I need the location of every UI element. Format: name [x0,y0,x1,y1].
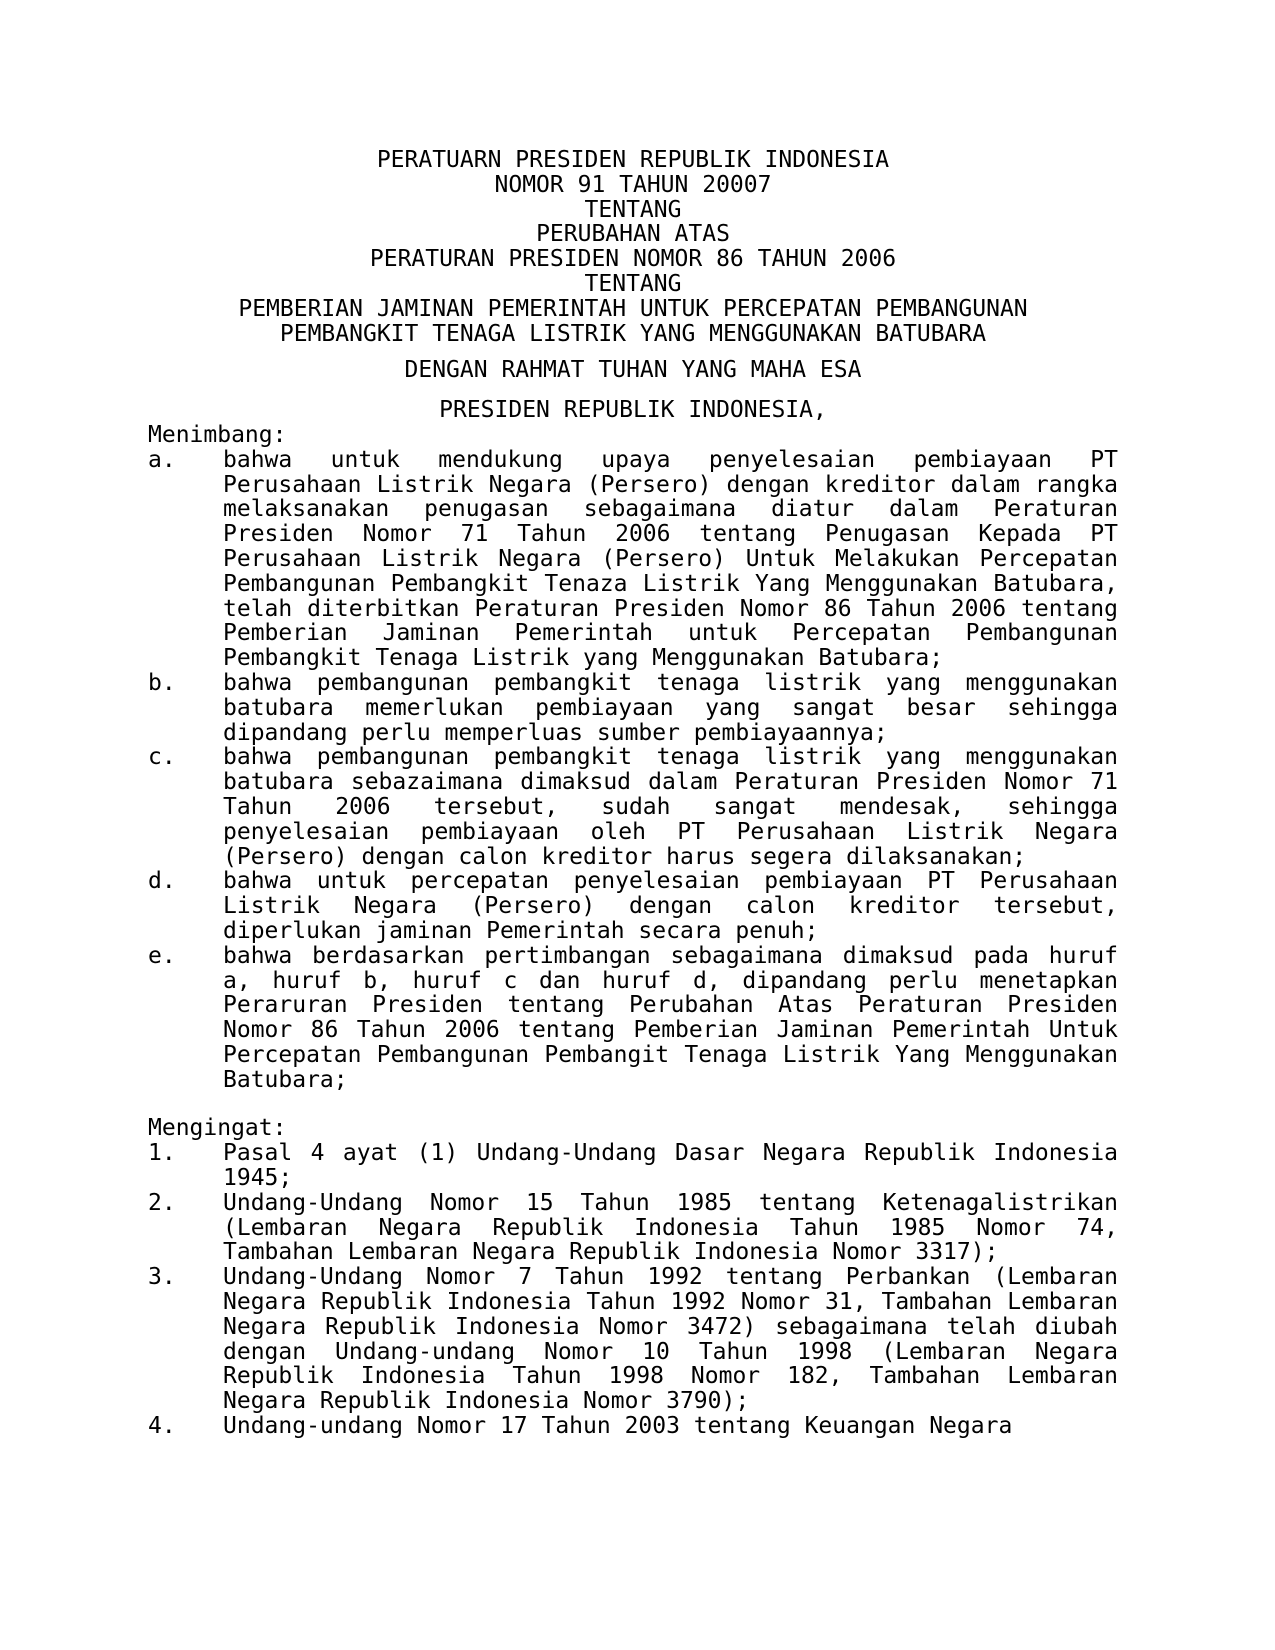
menimbang-label: Menimbang: [148,421,287,448]
list-item [148,944,1118,1093]
item-marker: b. [148,669,176,696]
list-item [148,671,1118,745]
list-item [148,448,1118,671]
list-item [148,1191,1118,1265]
item-text: bahwa untuk percepatan penyelesaian pembiayaan PT Perusahaan Listrik Negara (Persero) dengan calon kreditor tersebut, diperlukan jaminan Pemerintah secara penuh; [223,868,1118,944]
item-marker: c. [148,744,176,771]
title-line-8: PEMBANGKIT TENAGA LISTRIK YANG MENGGUNAKAN BATUBARA [279,320,987,347]
item-marker: d. [148,868,176,895]
section-spacer [148,1092,1118,1116]
menimbang-section [148,423,1118,1093]
item-marker: 3. [148,1264,176,1291]
item-marker: e. [148,942,176,969]
list-item [148,869,1118,943]
item-text: bahwa berdasarkan pertimbangan sebagaimana dimaksud pada huruf a, huruf b, huruf c dan huruf d, dipandang perlu menetapkan Peraruran Presiden tentang Perubahan Atas Peraturan Presiden Nomor 86 Tahun 2006 tentang Pemberian Jaminan Pemerintah Untuk Percepatan Pembangunan Pembangit Tenaga Listrik Yang Menggunakan Batubara; [223,942,1118,1093]
title-line-2: NOMOR 91 TAHUN 20007 [494,171,772,198]
list-item [148,1141,1118,1191]
item-text: bahwa pembangunan pembangkit tenaga listrik yang menggunakan batubara sebazaimana dimaksud dalam Peraturan Presiden Nomor 71 Tahun 2006 tersebut, sudah sangat mendesak, sehingga penyelesaian pembiayaan oleh PT Perusahaan Listrik Negara (Persero) dengan calon kreditor harus segera dilaksanakan; [223,744,1118,870]
list-item [148,745,1118,869]
title-line-4: PERUBAHAN ATAS [536,221,730,248]
blessing-line: DENGAN RAHMAT TUHAN YANG MAHA ESA [404,357,862,384]
document-page [148,148,1118,1439]
title-line-3: TENTANG [584,196,682,223]
document-title-block [148,148,1118,346]
item-marker: 2. [148,1189,176,1216]
item-marker: 4. [148,1413,176,1440]
authority-line: PRESIDEN REPUBLIK INDONESIA, [439,397,827,424]
mengingat-label: Mengingat: [148,1115,287,1142]
item-text: Undang-Undang Nomor 7 Tahun 1992 tentang Perbankan (Lembaran Negara Republik Indonesia Tahun 1992 Nomor 31, Tambahan Lembaran Negara Republik Indonesia Nomor 3472) sebagaimana telah diubah dengan Undang-undang Nomor 10 Tahun 1998 (Lembaran Negara Republik Indonesia Tahun 1998 Nomor 182, Tambahan Lembaran Negara Republik Indonesia Nomor 3790); [223,1264,1118,1415]
title-line-5: PERATURAN PRESIDEN NOMOR 86 TAHUN 2006 [369,246,897,273]
item-text: bahwa untuk mendukung upaya penyelesaian pembiayaan PT Perusahaan Listrik Negara (Persero) dengan kreditor dalam rangka melaksanakan penugasan sebagaimana diatur dalam Peraturan Presiden Nomor 71 Tahun 2006 tentang Penugasan Kepada PT Perusahaan Listrik Negara (Persero) Untuk Melakukan Percepatan Pembangunan Pembangkit Tenaza Listrik Yang Menggunakan Batubara, telah diterbitkan Peraturan Presiden Nomor 86 Tahun 2006 tentang Pemberian Jaminan Pemerintah untuk Percepatan Pembangunan Pembangkit Tenaga Listrik yang Menggunakan Batubara; [223,446,1118,672]
item-text: bahwa pembangunan pembangkit tenaga listrik yang menggunakan batubara memerlukan pembiayaan yang sangat besar sehingga dipandang perlu memperluas sumber pembiayaannya; [223,669,1118,746]
mengingat-section [148,1116,1118,1438]
item-text: Undang-undang Nomor 17 Tahun 2003 tentang Keuangan Negara [223,1413,1013,1440]
list-item [148,1265,1118,1414]
title-line-6: TENTANG [584,270,682,297]
title-line-1: PERATUARN PRESIDEN REPUBLIK INDONESIA [376,147,890,173]
item-text: Undang-Undang Nomor 15 Tahun 1985 tentang Ketenagalistrikan (Lembaran Negara Republik Indonesia Tahun 1985 Nomor 74, Tambahan Lembaran Negara Republik Indonesia Nomor 3317); [223,1189,1118,1266]
title-line-7: PEMBERIAN JAMINAN PEMERINTAH UNTUK PERCEPATAN PEMBANGUNAN [238,295,1028,322]
item-text: Pasal 4 ayat (1) Undang-Undang Dasar Negara Republik Indonesia 1945; [223,1140,1118,1192]
list-item [148,1414,1118,1439]
item-marker: 1. [148,1140,176,1167]
item-marker: a. [148,446,176,473]
